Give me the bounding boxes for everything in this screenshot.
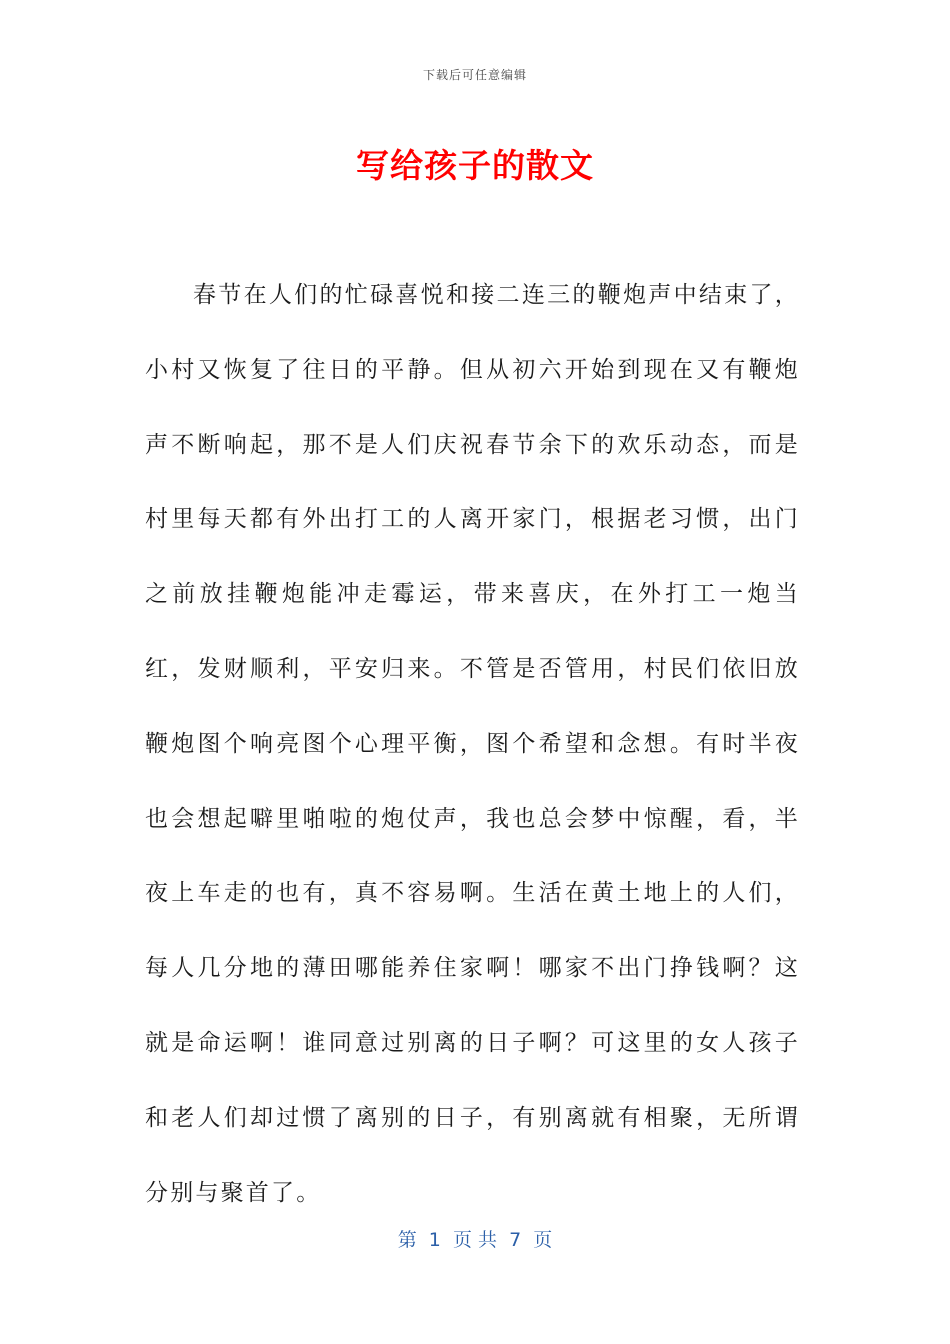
document-title: 写给孩子的散文 [356, 146, 594, 185]
page-footer: 第 1 页 共 7 页 [397, 1229, 553, 1251]
body-paragraph: 春节在人们的忙碌喜悦和接二连三的鞭炮声中结束了，小村又恢复了往日的平静。但从初六开始到现在又有鞭炮声不断响起，那不是人们庆祝春节余下的欢乐动态，而是村里每天都有外出打工的人离开家门，根据老习惯，出门之前放挂鞭炮能冲走霉运，带来喜庆，在外打工一炮当红，发财顺利，平安归来。不管是否管用，村民们依旧放鞭炮图个响亮图个心理平衡，图个希望和念想。有时半夜也会想起噼里啪啦的炮仗声，我也总会梦中惊醒，看，半夜上车走的也有，真不容易啊。生活在黄土地上的人们，每人几分地的薄田哪能养住家啊！哪家不出门挣钱啊？这就是命运啊！谁同意过别离的日子啊？可这里的女人孩子和老人们却过惯了离别的日子，有别离就有相聚，无所谓分别与聚首了。 [145, 282, 800, 1206]
header-note: 下载后可任意编辑 [422, 68, 527, 82]
